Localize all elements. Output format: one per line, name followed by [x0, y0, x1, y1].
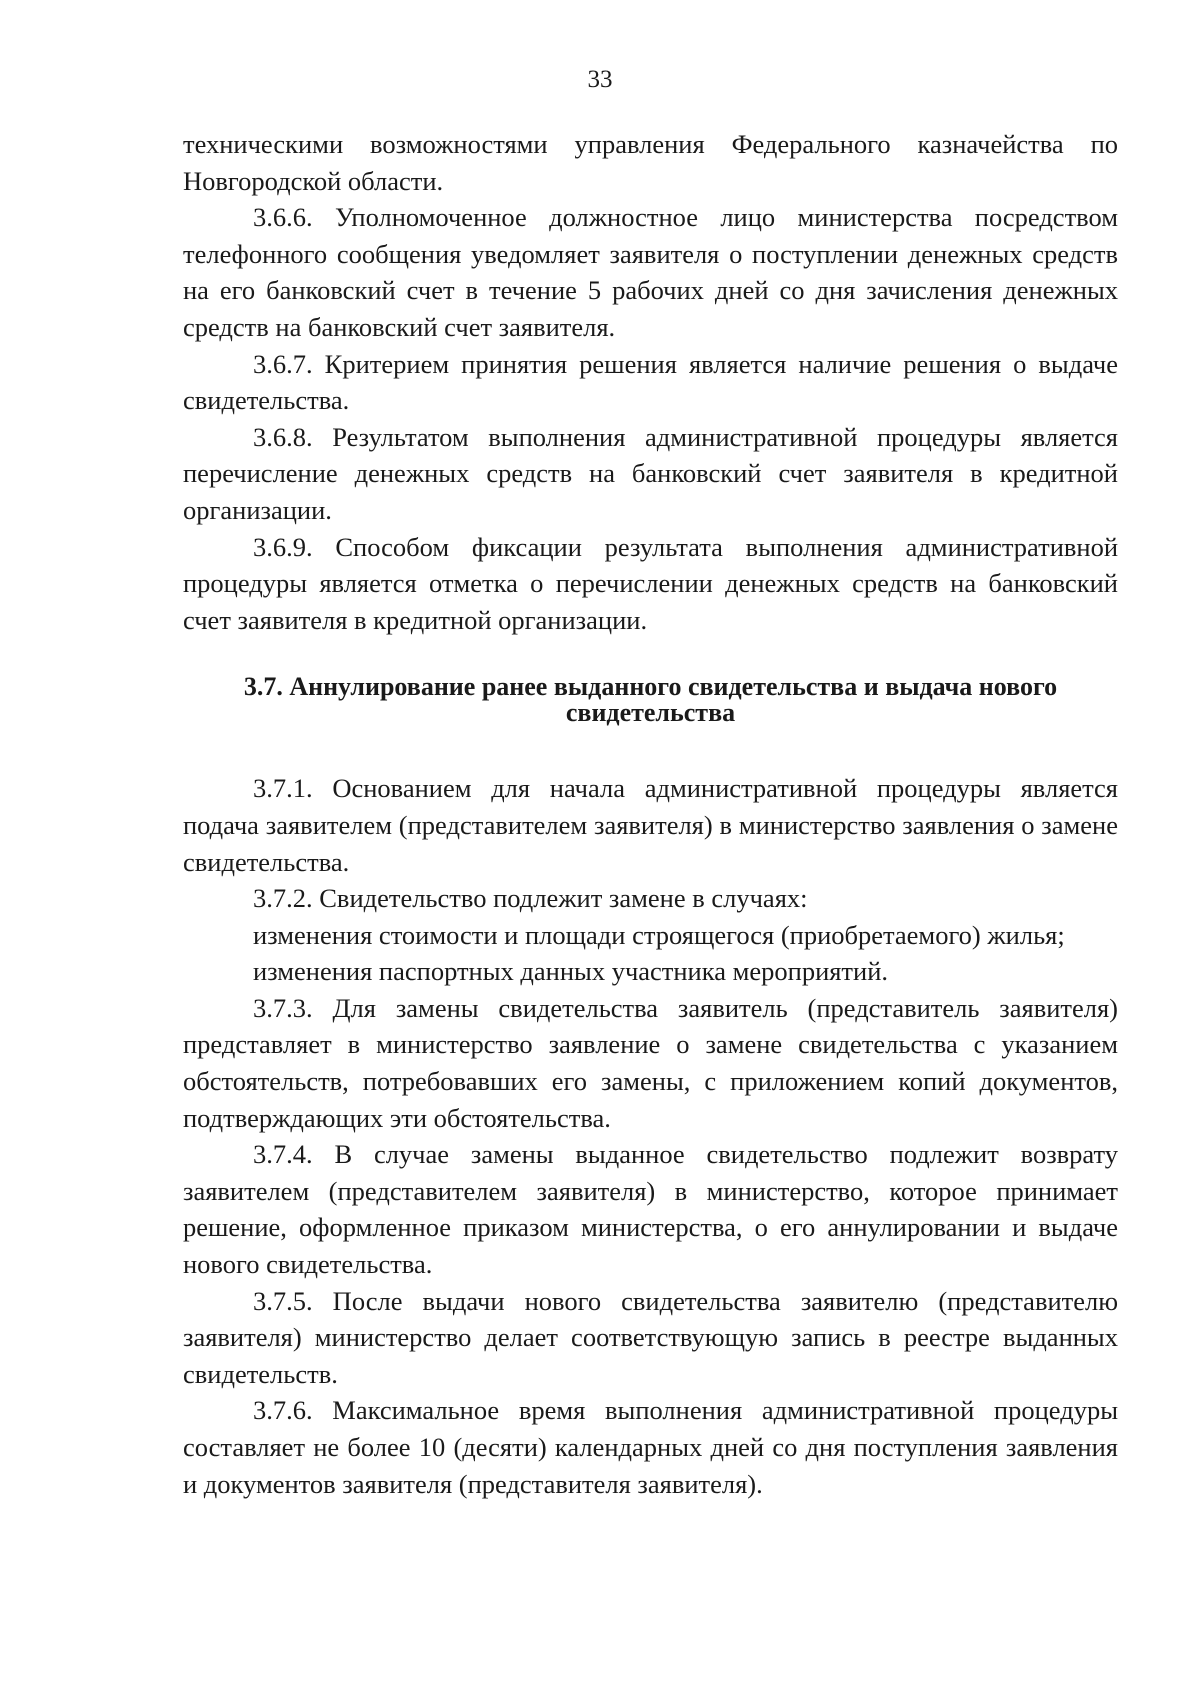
paragraph-3-6-7: 3.6.7. Критерием принятия решения является наличие решения о выдаче свидетельства.	[183, 348, 1118, 416]
paragraph-3-7-5: 3.7.5. После выдачи нового свидетельства заявителю (представителю заявителя) министерство делает соответствующую запись в реестре выданных свидетельств.	[183, 1285, 1118, 1389]
section-heading-line-1: 3.7. Аннулирование ранее выданного свидетельства и выдача нового	[243, 672, 1058, 702]
paragraph-3-7-2: 3.7.2. Свидетельство подлежит замене в случаях:	[253, 883, 808, 914]
paragraph-3-7-6: 3.7.6. Максимальное время выполнения административной процедуры составляет не более 10 (десяти) календарных дней со дня поступления заявления и документов заявителя (представителя заявителя).	[183, 1395, 1118, 1499]
paragraph-continuation: техническими возможностями управления Федерального казначейства по Новгородской области.	[183, 129, 1118, 196]
document-body	[183, 126, 1118, 1502]
paragraph-case-1: изменения стоимости и площади строящегося (приобретаемого) жилья;	[253, 919, 1065, 950]
paragraph-3-7-4: 3.7.4. В случае замены выданное свидетельство подлежит возврату заявителем (представителем заявителя) в министерство, которое принимает решение, оформленное приказом министерства, о его аннулировании и выдаче нового свидетельства.	[183, 1139, 1118, 1280]
section-heading-3-7	[183, 674, 1118, 726]
section-heading-line-2: свидетельства	[565, 698, 736, 728]
page-number: 33	[587, 66, 613, 93]
paragraph-3-6-9: 3.6.9. Способом фиксации результата выполнения административной процедуры является отметка о перечислении денежных средств на банковский счет заявителя в кредитной организации.	[183, 531, 1118, 635]
paragraph-case-2: изменения паспортных данных участника мероприятий.	[253, 956, 889, 987]
paragraph-3-6-8: 3.6.8. Результатом выполнения административной процедуры является перечисление денежных средств на банковский счет заявителя в кредитной организации.	[183, 421, 1118, 525]
paragraph-3-7-3: 3.7.3. Для замены свидетельства заявитель (представитель заявителя) представляет в министерство заявление о замене свидетельства с указанием обстоятельств, потребовавших его замены, с приложением копий документов, подтверждающих эти обстоятельства.	[183, 992, 1118, 1133]
paragraph-3-7-1: 3.7.1. Основанием для начала административной процедуры является подача заявителем (представителем заявителя) в министерство заявления о замене свидетельства.	[183, 773, 1118, 877]
paragraph-3-6-6: 3.6.6. Уполномоченное должностное лицо министерства посредством телефонного сообщения уведомляет заявителя о поступлении денежных средств на его банковский счет в течение 5 рабочих дней со дня зачисления денежных средств на банковский счет заявителя.	[183, 202, 1118, 342]
